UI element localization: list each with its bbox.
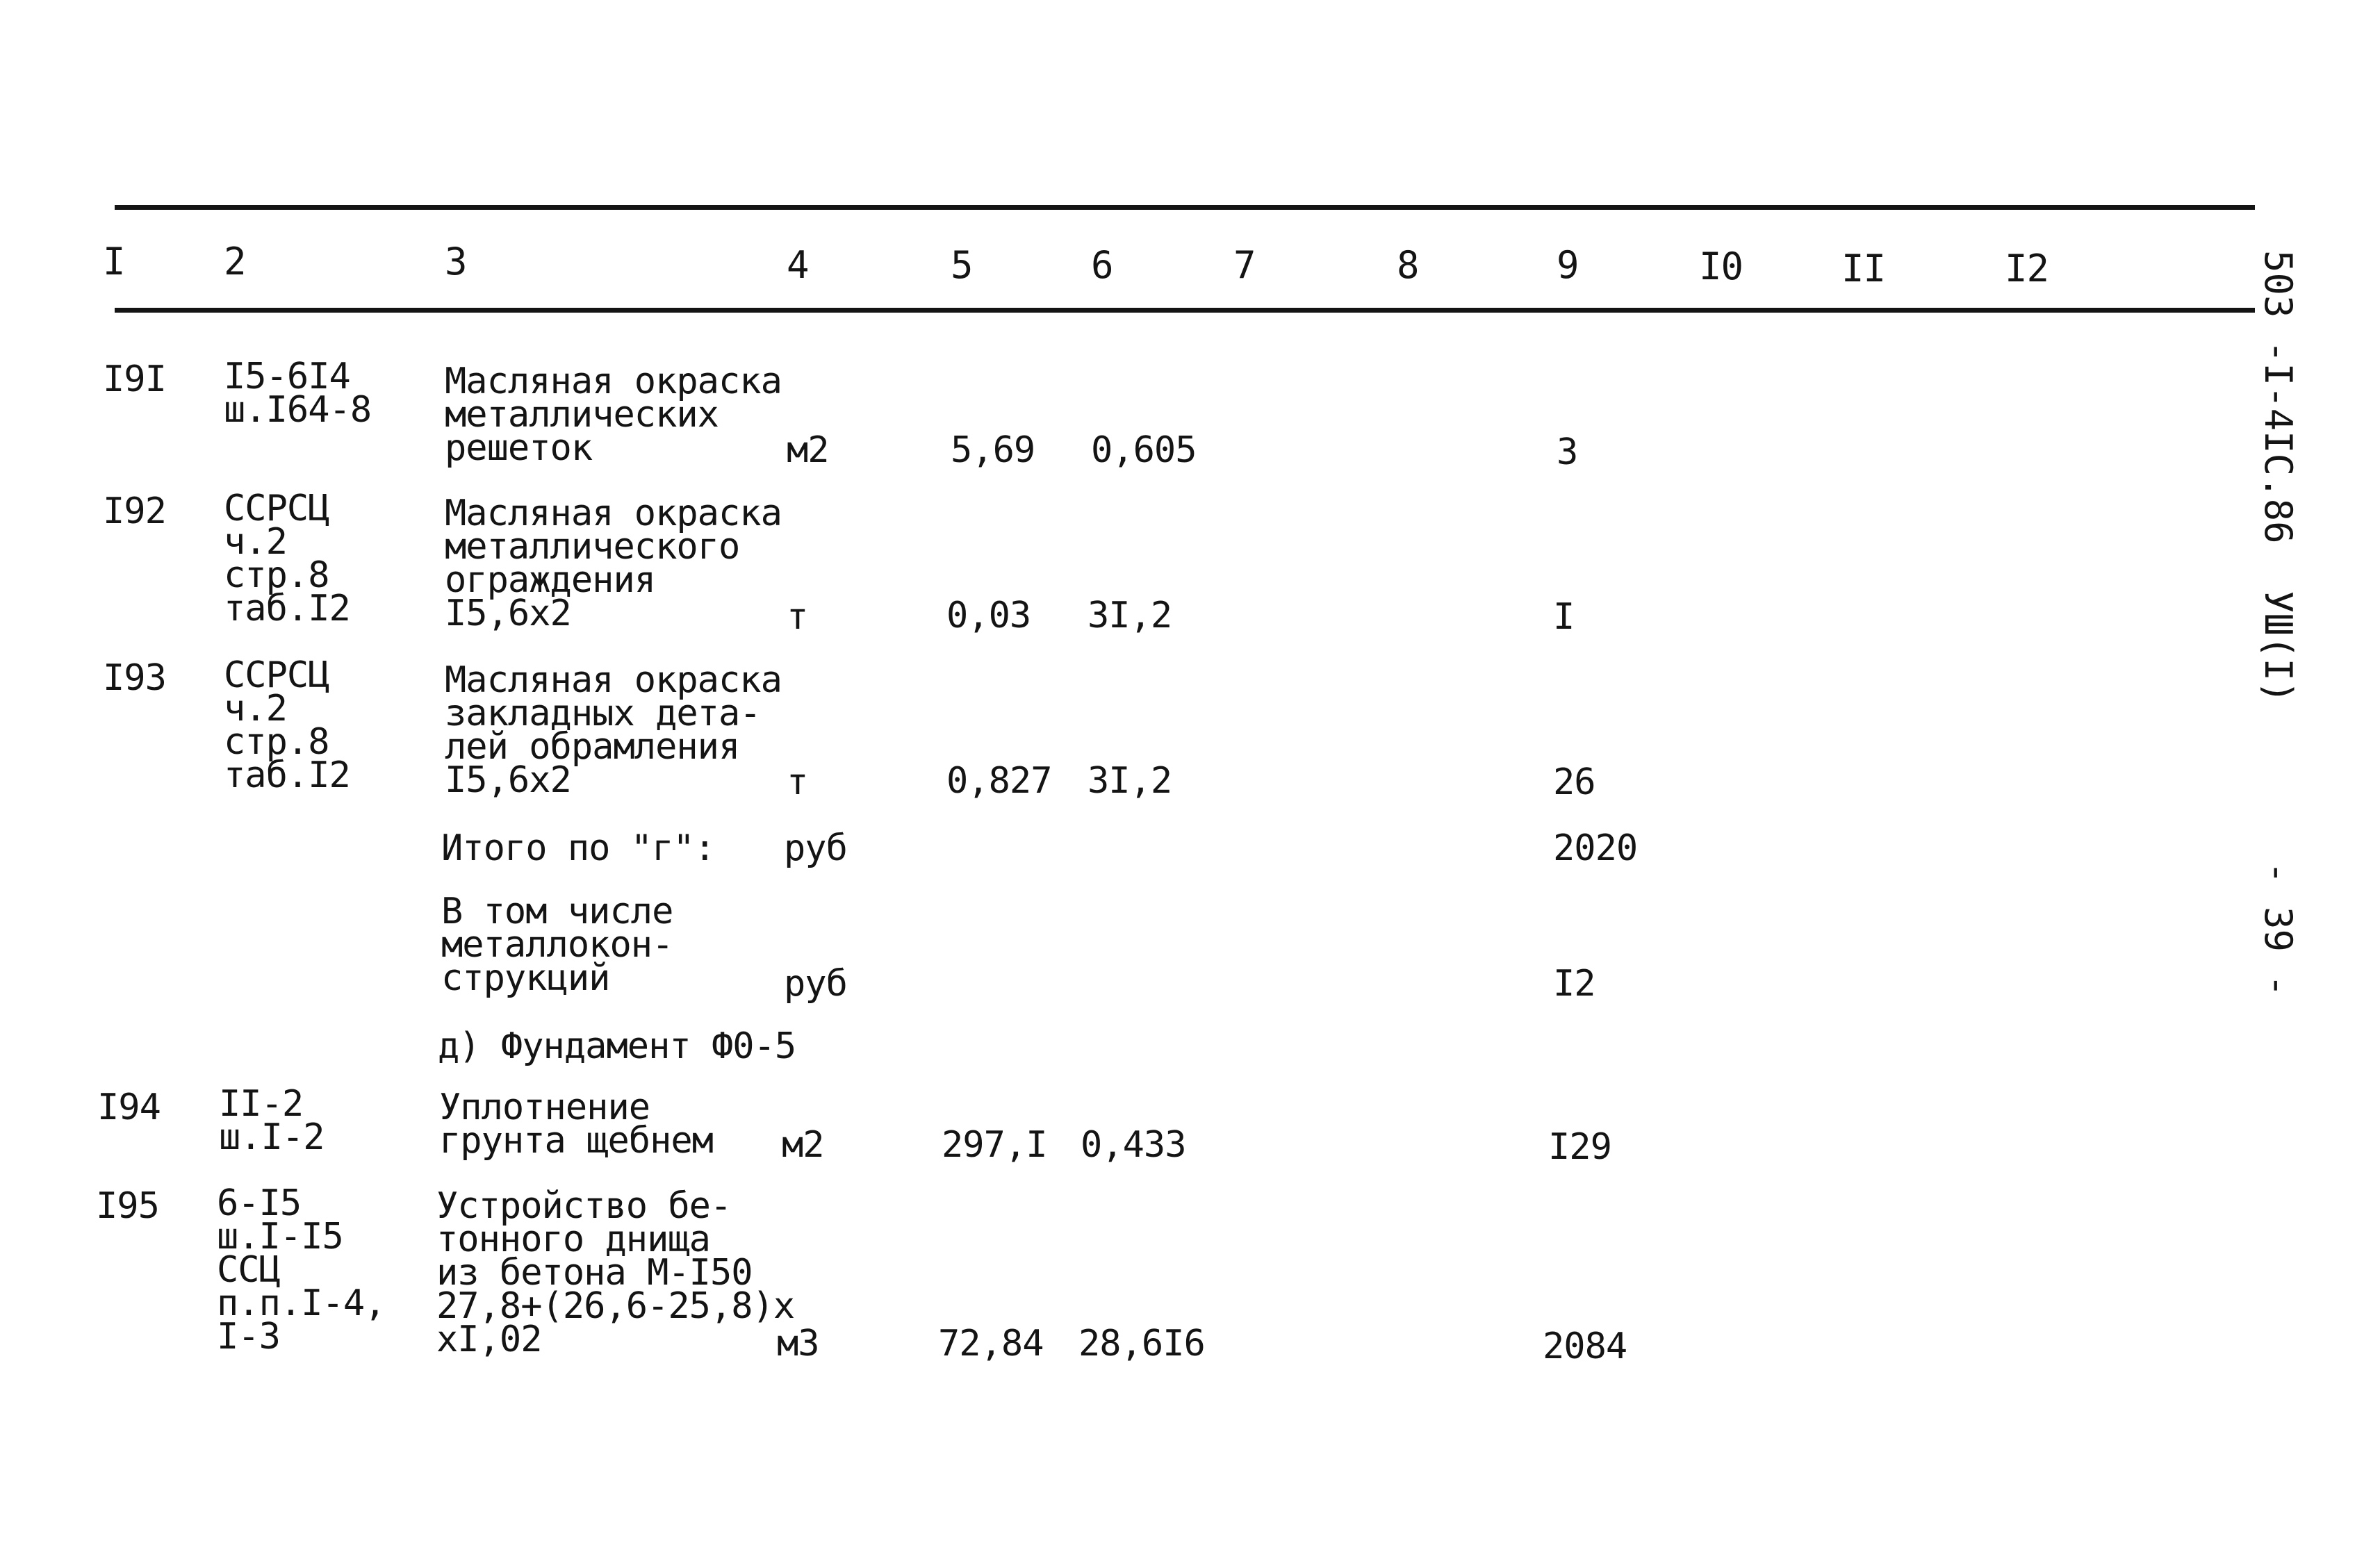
row-number: I94 (97, 1087, 161, 1128)
total-cost: I29 (1548, 1126, 1611, 1168)
norm-reference: 6-I5 ш.I-I5 ССЦ п.п.I-4, I-3 (217, 1182, 386, 1358)
total-cost: 26 (1553, 761, 1595, 803)
section-heading: д) Фундамент Ф0-5 (438, 1025, 796, 1067)
page-number: - 39 - (2256, 861, 2300, 998)
col-header-12: I2 (2005, 247, 2049, 290)
unit: т (787, 761, 808, 803)
col-header-9: 9 (1557, 243, 1579, 287)
unit-price: 0,605 (1091, 429, 1197, 471)
norm-reference: II-2 ш.I-2 (219, 1083, 325, 1158)
including-total: I2 (1553, 963, 1595, 1005)
subtotal-label: Итого по "г": (441, 827, 715, 869)
work-description: Масляная окраска металлических решеток (445, 361, 782, 469)
quantity: 5,69 (951, 429, 1035, 471)
unit-price: 28,6I6 (1078, 1323, 1205, 1364)
document-code: 503 -I-4IC.86 (2256, 250, 2300, 544)
col-header-3: 3 (445, 240, 467, 283)
work-description: Устройство бе- тонного днища из бетона М-I50 27,8+(26,6-25,8)х хI,02 (436, 1185, 795, 1360)
quantity: 297,I (942, 1124, 1047, 1166)
col-header-5: 5 (951, 243, 973, 287)
col-header-2: 2 (224, 240, 246, 283)
col-header-1: I (103, 240, 125, 283)
subtotal-unit: руб (784, 827, 847, 869)
total-cost: I (1553, 596, 1575, 638)
unit: м3 (777, 1323, 819, 1364)
unit: т (787, 596, 808, 638)
row-number: I9I (103, 358, 166, 400)
quantity: 0,03 (946, 595, 1031, 636)
col-header-8: 8 (1397, 243, 1419, 287)
header-bottom-rule (115, 308, 2255, 313)
subtotal-total: 2020 (1553, 827, 1638, 869)
row-number: I93 (103, 657, 166, 699)
norm-reference: ССРСЦ ч.2 стр.8 таб.I2 (224, 488, 350, 629)
top-rule (115, 205, 2255, 210)
including-label: В том числе металлокон- струкций (441, 891, 673, 999)
norm-reference: ССРСЦ ч.2 стр.8 таб.I2 (224, 654, 350, 796)
col-header-11: II (1841, 247, 1886, 290)
unit: м2 (782, 1124, 824, 1166)
row-number: I95 (96, 1185, 159, 1227)
col-header-4: 4 (787, 243, 809, 287)
quantity: 0,827 (946, 760, 1052, 802)
col-header-6: 6 (1091, 243, 1113, 287)
work-description: Масляная окраска металлического ограждения I5,6х2 (445, 493, 782, 634)
col-header-7: 7 (1233, 243, 1256, 287)
work-description: Уплотнение грунта щебнем (439, 1087, 713, 1162)
work-description: Масляная окраска закладных дета- лей обрамления I5,6х2 (445, 659, 782, 801)
including-unit: руб (784, 963, 847, 1005)
row-number: I92 (103, 490, 166, 532)
col-header-10: I0 (1699, 245, 1743, 288)
norm-reference: I5-6I4 ш.I64-8 (224, 356, 372, 431)
unit-price: 3I,2 (1088, 760, 1172, 802)
unit-price: 3I,2 (1088, 595, 1172, 636)
total-cost: 2084 (1543, 1326, 1627, 1367)
total-cost: 3 (1557, 431, 1578, 473)
unit-price: 0,433 (1081, 1124, 1186, 1166)
unit: м2 (787, 429, 829, 471)
quantity: 72,84 (938, 1323, 1044, 1364)
album-code: УШ(I) (2256, 591, 2300, 704)
